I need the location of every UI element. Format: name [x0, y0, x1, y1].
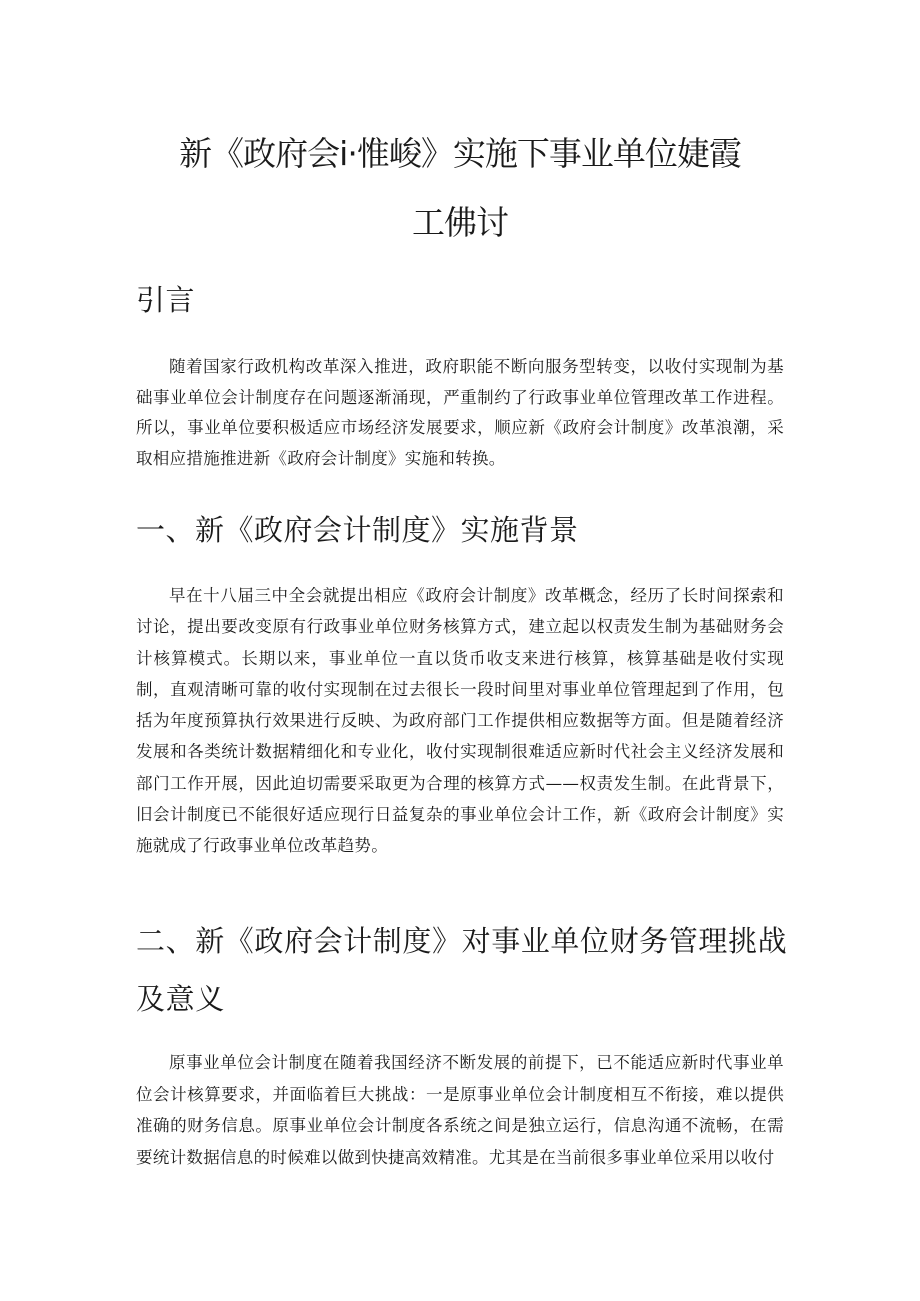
section-heading-intro: 引言: [136, 283, 196, 317]
section-paragraph-challenges: 原事业单位会计制度在随着我国经济不断发展的前提下，已不能适应新时代事业单位会计核算要求，并面临着巨大挑战：一是原事业单位会计制度相互不衔接，难以提供准确的财务信息。原事业单位会计制度各系统之间是独立运行，信息沟通不流畅，在需要统计数据信息的时候难以做到快捷高效精准。尤其是在当前很多事业单位采用以收付: [136, 1053, 784, 1167]
section-heading-background: 一、新《政府会计制度》实施背景: [136, 513, 579, 547]
section-heading-challenges: 二、新《政府会计制度》对事业单位财务管理挑战及意义: [136, 924, 788, 1016]
section-paragraph-intro: 随着国家行政机构改革深入推进，政府职能不断向服务型转变，以收付实现制为基础事业单位会计制度存在问题逐渐涌现，严重制约了行政事业单位管理改革工作进程。所以，事业单位要积极适应市场经济发展要求，顺应新《政府会计制度》改革浪潮，采取相应措施推进新《政府会计制度》实施和转换。: [136, 357, 784, 468]
section-paragraph-background: 早在十八届三中全会就提出相应《政府会计制度》改革概念，经历了长时间探索和讨论，提出要改变原有行政事业单位财务核算方式，建立起以权责发生制为基础财务会计核算模式。长期以来，事业单位一直以货币收支来进行核算，核算基础是收付实现制，直观清晰可靠的收付实现制在过去很长一段时间里对事业单位管理起到了作用，包括为年度预算执行效果进行反映、为政府部门工作提供相应数据等方面。但是随着经济发展和各类统计数据精细化和专业化，收付实现制很难适应新时代社会主义经济发展和部门工作开展，因此迫切需要采取更为合理的核算方式——权责发生制。在此背景下，旧会计制度已不能很好适应现行日益复杂的事业单位会计工作，新《政府会计制度》实施就成了行政事业单位改革趋势。: [136, 586, 784, 856]
document-title-line-1: 新《政府会i·惟峻》实施下事业单位婕霞: [179, 134, 741, 173]
document-title-line-2: 工佛讨: [412, 203, 508, 242]
